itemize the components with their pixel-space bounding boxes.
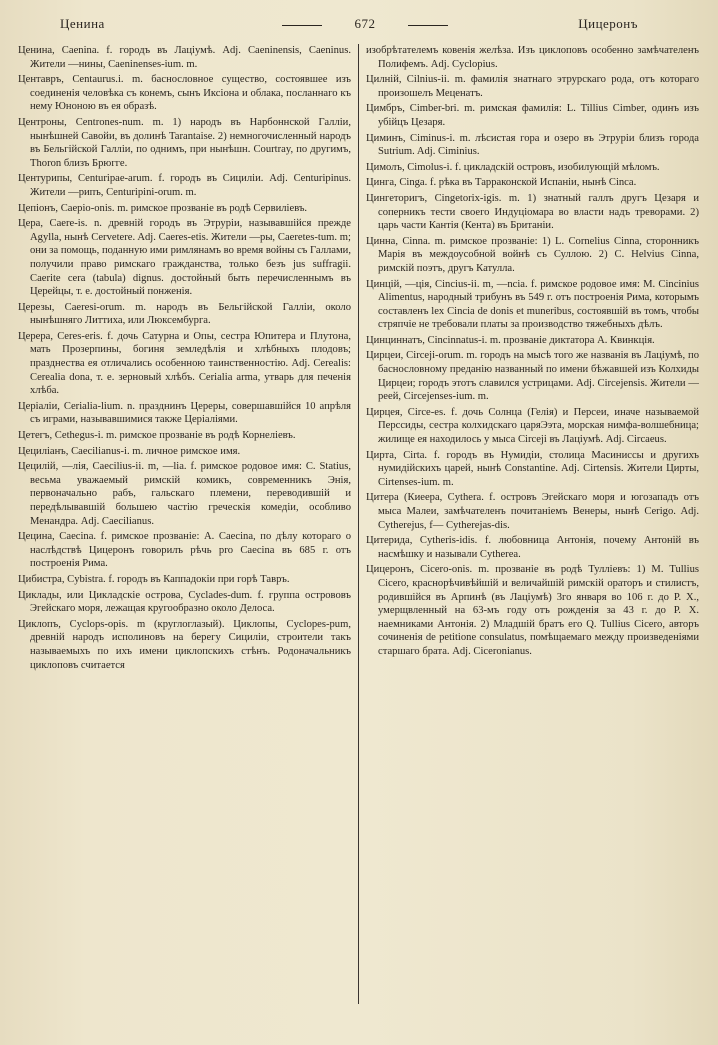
dictionary-entry: Цера, Caere-is. n. древній городъ въ Этруріи, называвшійся прежде Agylla, нынѣ Cervetere. Adj. Caeres-etis. Жители —ры, Caeretes-tum. m; они за помощь, поданную ими римлянамъ во время войны съ Галлами, получили право римскаго гражданства, только безъ jus suffragii. Caerite cera (tabula) dignus. достойный быть перечисленнымъ въ Церейцы, т. е. достойный понженія. xyxy=(18,218,351,298)
dictionary-entry: Циклады, или Цикладскіе острова, Cyclades-dum. f. группа острововъ Эгейскаго моря, лежащая кругообразно около Делоса. xyxy=(18,589,351,615)
dictionary-entry: Цепіонъ, Caepio-onis. m. римское прозваніе въ родѣ Сервиліевъ. xyxy=(18,202,308,214)
dictionary-entry: Цинцій, —ція, Cincius-ii. m, —ncia. f. римское родовое имя: M. Cincinius Alimentus, народный трибунъ въ 549 г. отъ построенія Рима, которымъ составленъ lex Cincia de donis et muneribus, состоявшій въ томъ, чтобы стряпчіе не требовали платы за производство тяжебныхъ дѣлъ. xyxy=(366,278,699,331)
dictionary-entry: Цецина, Caecina. f. римское прозваніе: A. Caecina, по дѣлу котораго о наслѣдствѣ Цицеронъ говорилъ рѣчь pro Caecina въ 685 г. отъ построенія Рима. xyxy=(18,531,351,570)
dictionary-entry: Цингеторигъ, Cingetorix-igis. m. 1) знатный галлъ другъ Цезаря и соперникъ тести своего Индуціомара во власти надъ треворами. 2) царь части Кантія (Кента) въ Британіи. xyxy=(366,192,699,232)
dictionary-entry: Ценина, Caenina. f. городъ въ Лаціумѣ. Adj. Caeninensis, Caeninus. Жители —нины, Caeninenses-ium. m. xyxy=(18,45,351,70)
dictionary-entry: Цицеронъ, Cicero-onis. m. прозваніе въ родѣ Тулліевъ: 1) M. Tullius Cicero, краснорѣчивѣйшій и величайшій римскій ораторъ и стилистъ, родившійся въ Арпинѣ (въ Лаціумѣ) 3го января во 106 г. до Р. Х., умерщвленный на 63-мъ году отъ рожденія за 43 г. до Р. Х. наемниками Антонія. 2) Младшій братъ его Q. Tullius Cicero, авторъ сочиненія de petitione consulatus, помѣщаемаго между произведеніями старшаго брата. Adj. Ciceronianus. xyxy=(366,564,699,657)
dictionary-entry: Цитерида, Cytheris-idis. f. любовница Антонія, почему Антоній въ насмѣшку и называли Cytherea. xyxy=(366,535,699,560)
right-column xyxy=(366,44,699,1034)
header-rule-right xyxy=(408,25,448,26)
dictionary-entry: Цитера (Киеера, Cythera. f. островъ Эгейскаго моря и югозападъ отъ мыса Малеи, замѣчателенъ почитаніемъ Венеры, нынѣ Cerigo. Adj. Cytherejus, f— Cytherejas-dis. xyxy=(366,492,699,531)
dictionary-entry: Цимбръ, Cimber-bri. m. римская фамилія: L. Tillius Cimber, одинъ изъ убійцъ Цезаря. xyxy=(366,103,699,128)
dictionary-entry: Центурипы, Centuripae-arum. f. городъ въ Сициліи. Adj. Centuripinus. Жители —рипъ, Centuripini-orum. m. xyxy=(18,173,351,198)
column-divider xyxy=(358,44,359,1004)
header-rule-left xyxy=(282,25,322,26)
running-head-right: Цицеронъ xyxy=(578,16,638,31)
left-column xyxy=(18,44,351,1034)
dictionary-entry: Цилній, Cilnius-ii. m. фамилія знатнаго этрурскаго рода, отъ котораго произошелъ Меценатъ. xyxy=(366,74,699,99)
dictionary-entry: Церіаліи, Cerialia-lium. n. празднинъ Цереры, совершавшійся 10 апрѣля съ играми, называвшимися также Церіаліями. xyxy=(18,400,351,426)
dictionary-entry: Церезы, Caeresi-orum. m. народъ въ Бельгійской Галліи, около нынѣшняго Литтиха, или Люксембурга. xyxy=(18,301,351,327)
dictionary-entry: Центроны, Centrones-num. m. 1) народъ въ Нарбоннской Галліи, нынѣшней Савойи, въ долинѣ Tarantaise. 2) немногочисленный народъ въ Бельгійской Галліи, по однимъ, при нынѣшн. Courtray, по другимъ, Thoron близъ Брюгге. xyxy=(18,116,351,169)
dictionary-entry: Цирта, Cirta. f. городъ въ Нумидіи, столица Масиниссы и другихъ нумидійскихъ царей, нынѣ Constantine. Adj. Cirtensis. Жители Цирты, Cirtenses-ium. m. xyxy=(366,449,699,488)
dictionary-entry: Цибистра, Cybistra. f. городъ въ Каппадокіи при горѣ Тавръ. xyxy=(18,573,290,585)
running-head-left: Ценина xyxy=(60,16,105,31)
dictionary-entry: изобрѣтателемъ ковенія желѣза. Изъ циклоповъ особенно замѣчателенъ Полифемъ. Adj. Cyclopius. xyxy=(366,45,699,70)
dictionary-entry: Цетегъ, Cethegus-i. m. римское прозваніе въ родѣ Корнеліевъ. xyxy=(18,430,296,442)
dictionary-entry: Циминъ, Ciminus-i. m. лѣсистая гора и озеро въ Этруріи близъ города Sutrium. Adj. Ciminius. xyxy=(366,132,699,158)
dictionary-entry: Цирцея, Circe-es. f. дочь Солнца (Гелія) и Персеи, иначе называемой Перссиды, сестра колхидскаго царяЭэта, морская нимфа-волшебница; жилище ея находилось у мыса Circeji въ Лаціумѣ. Adj. Circaeus. xyxy=(366,406,699,446)
page-number: 672 xyxy=(354,16,376,31)
page-header xyxy=(20,16,698,36)
dictionary-entry: Цинга, Cinga. f. рѣка въ Тарраконской Испаніи, нынѣ Cinca. xyxy=(366,177,637,189)
dictionary-entry: Цецилій, —лія, Caecilius-ii. m, —lia. f. римское родовое имя: C. Statius, весьма уважаемый римскій комикъ, современникъ Энія, первоначально рабъ, гальскаго племени, переводившій и передѣлывавшій большею частію греческія комедіи, особливо Менандра. Adj. Caecilianus. xyxy=(18,461,351,527)
dictionary-entry: Цинциннатъ, Cincinnatus-i. m. прозваніе диктатора А. Квинкція. xyxy=(366,334,655,346)
dictionary-entry: Церера, Ceres-eris. f. дочь Сатурна и Опы, сестра Юпитера и Плутона, мать Прозерпины, богиня земледѣлія и хлѣбныхъ плодовъ; празднества ея отличались особенною таинственностію. Adj. Cerealis: Cerealia dona, т. е. зерновый хлѣбъ. Cerialia arma, утварь для печенія хлѣба. xyxy=(18,330,351,397)
dictionary-entry: Центавръ, Centaurus.i. m. баснословное существо, состоявшее изъ соединенія человѣка съ конемъ, сынъ Иксіона и облака, посланнаго къ нему Юноною въ ея образѣ. xyxy=(18,74,351,113)
dictionary-entry: Циклопъ, Cyclops-opis. m (круглоглазый). Циклопы, Cyclopes-pum, древній народъ исполиновъ на берегу Сициліи, строители такъ называемыхъ по ихъ имени циклопскихъ стѣнъ. Родоначальникъ циклоповъ считается xyxy=(18,618,351,671)
dictionary-entry: Цециліанъ, Caecilianus-i. m. личное римское имя. xyxy=(18,445,241,457)
dictionary-entry: Цирцеи, Circeji-orum. m. городъ на мысѣ того же названія въ Лаціумѣ, по баснословному преданію названный по имени бѣжавшей изъ Колхиды Цирцеи; городъ этотъ славился устрицами. Adj. Circejensis. Жители —реей, Circejenses-ium. m. xyxy=(366,350,699,403)
dictionary-entry: Цимолъ, Cimolus-i. f. цикладскій островъ, изобилующій мѣломъ. xyxy=(366,161,660,173)
dictionary-entry: Цинна, Cinna. m. римское прозваніе: 1) L. Cornelius Cinna, сторонникъ Марія въ междоусобной войнѣ съ Суллою. 2) C. Helvius Cinna, римскій поэтъ, другъ Катулла. xyxy=(366,235,699,274)
